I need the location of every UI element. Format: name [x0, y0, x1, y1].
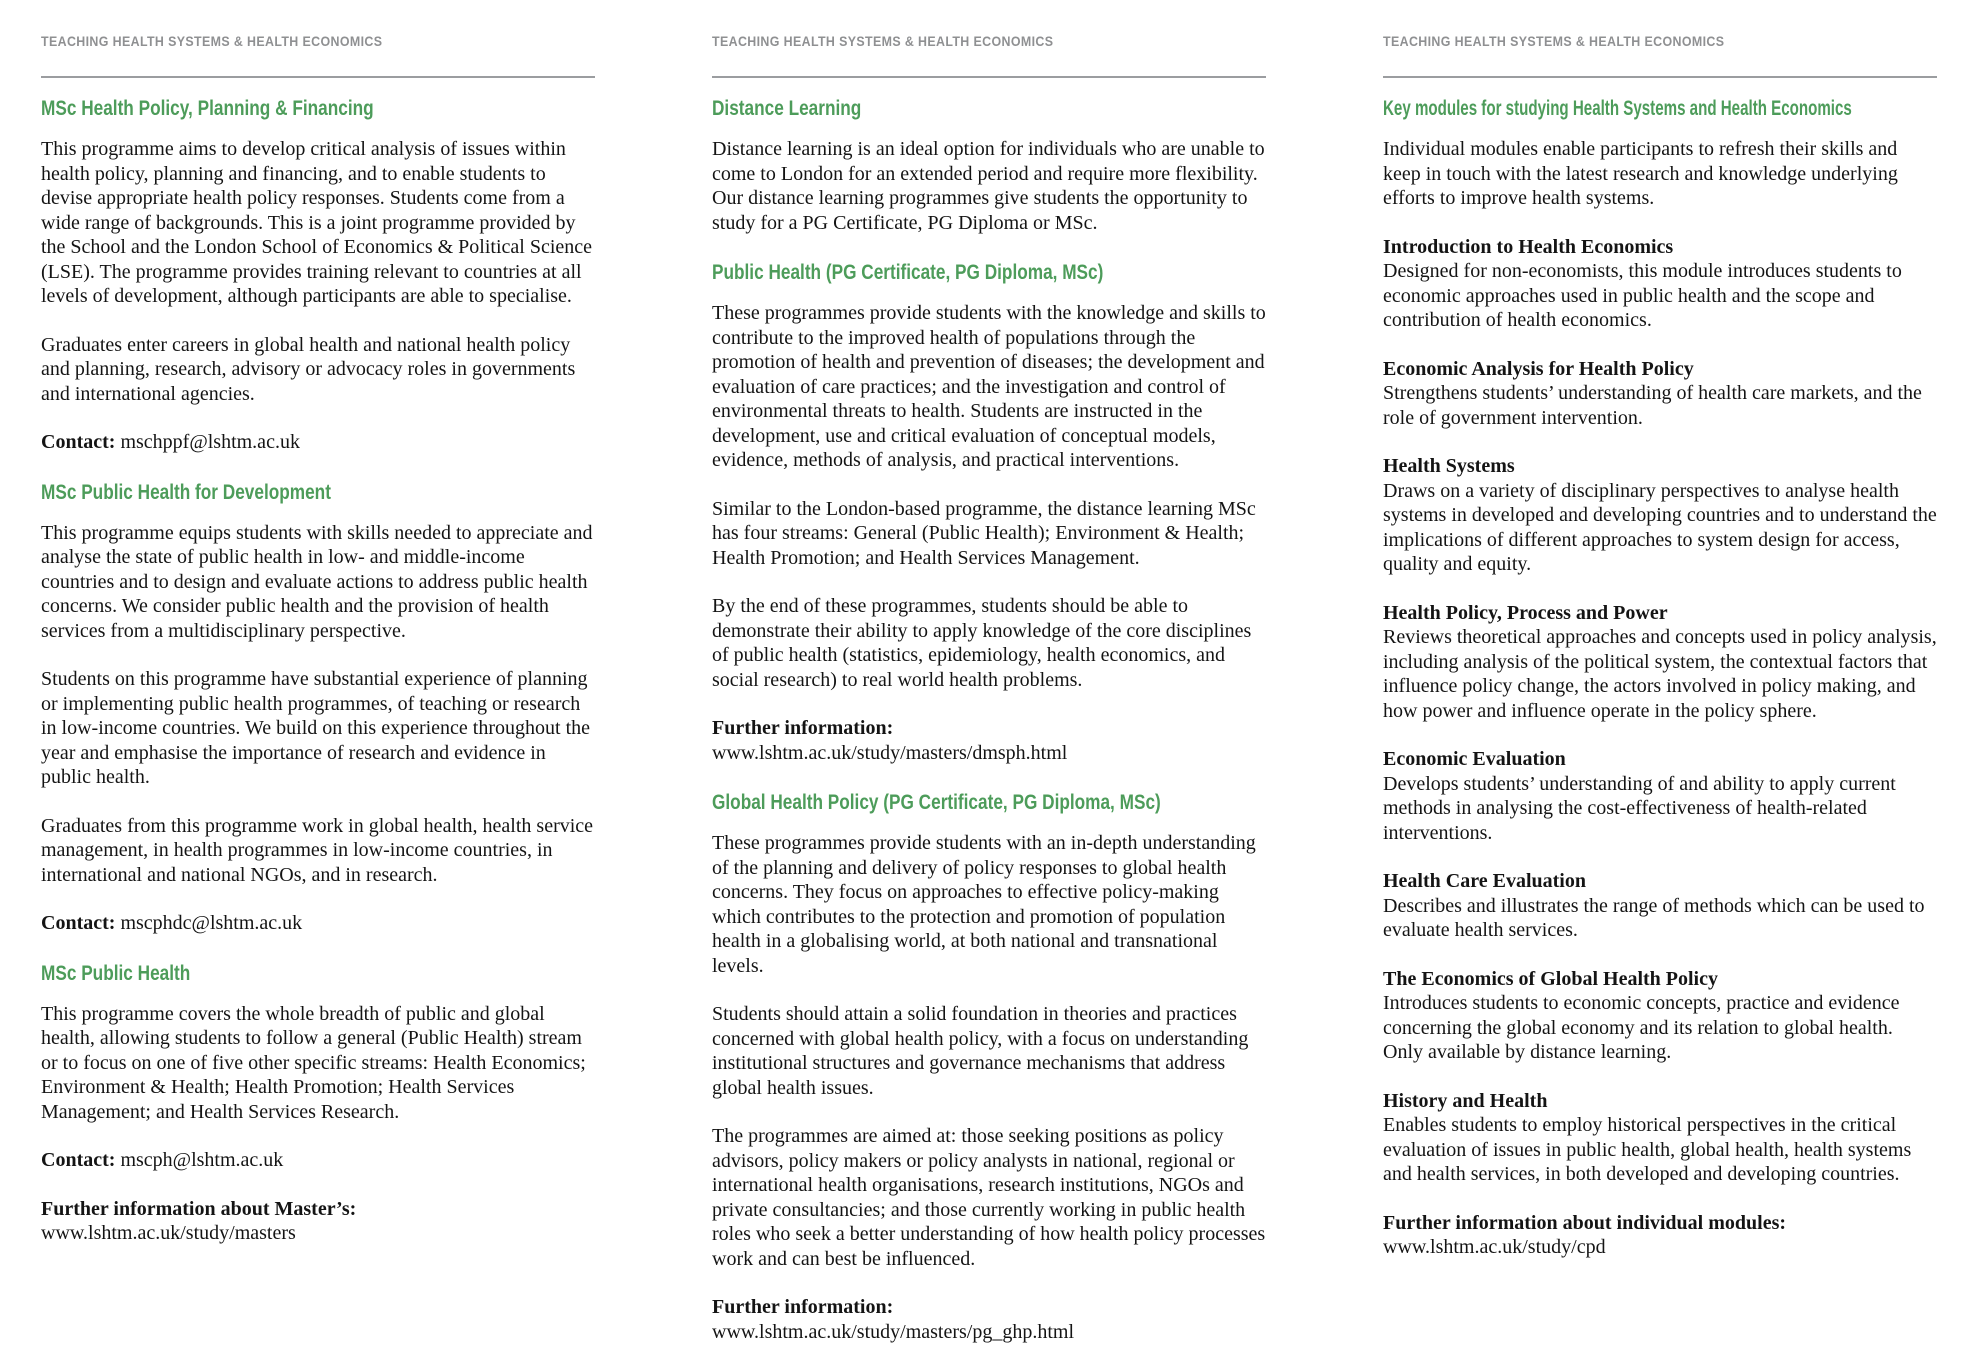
further-info-label: Further information: [712, 1296, 894, 1318]
section-heading-text: Public Health (PG Certificate, PG Diploma, MSc) [712, 261, 1104, 284]
column [41, 34, 595, 1270]
module-description: Introduces students to economic concepts, practice and evidence concerning the global economy and its relation to global health. Only available by distance learning. [1383, 992, 1900, 1063]
module-entry [1383, 601, 1937, 724]
body-paragraph: Distance learning is an ideal option for individuals who are unable to come to London for an extended period and require more flexibility. Our distance learning programmes give students the opportunity to study for a PG Certificate, PG Diploma or MSc. [712, 138, 1265, 234]
contact-label: Contact: [41, 1149, 116, 1171]
body-paragraph: Students on this programme have substantial experience of planning or implementing public health programmes, of teaching or research in low-income countries. We build on this experience throughout the year and emphasise the importance of research and evidence in public health. [41, 668, 591, 788]
columns-container [41, 34, 1939, 1368]
body-paragraph: Similar to the London-based programme, the distance learning MSc has four streams: General (Public Health); Environment & Health; Health Promotion; and Health Services Management. [712, 497, 1256, 569]
further-info [1383, 1211, 1937, 1260]
body-paragraph: Graduates from this programme work in global health, health service management, in health programmes in low-income countries, in international and national NGOs, and in research. [41, 814, 594, 886]
section-heading [1383, 96, 1937, 122]
column [1383, 34, 1937, 1284]
section-heading-text: Distance Learning [712, 97, 862, 120]
body-paragraph: These programmes provide students with an in-depth understanding of the planning and delivery of policy responses to global health concerns. They focus on approaches to effective policy-making which contributes to the protection and promotion of population health in a globalising world, at both national and transnational levels. [712, 832, 1256, 977]
module-description: Develops students’ understanding of and ability to apply current methods in analysing the cost-effectiveness of health-related interventions. [1383, 772, 1896, 844]
further-info-url: www.lshtm.ac.uk/study/cpd [1383, 1236, 1606, 1258]
header-rule [1383, 76, 1937, 78]
further-info-url: www.lshtm.ac.uk/study/masters [41, 1222, 296, 1244]
module-title: Economic Analysis for Health Policy [1383, 357, 1694, 380]
module-title: Health Care Evaluation [1383, 870, 1586, 892]
section-heading [41, 96, 595, 122]
module-entry [1383, 747, 1937, 845]
section-heading [41, 961, 595, 987]
contact-label: Contact: [41, 912, 116, 934]
module-description: Strengthens students’ understanding of health care markets, and the role of government intervention. [1383, 382, 1922, 429]
module-title: The Economics of Global Health Policy [1383, 967, 1718, 990]
section-heading-text: MSc Public Health for Development [41, 480, 331, 504]
body-paragraph: These programmes provide students with the knowledge and skills to contribute to the improved health of populations through the promotion of health and prevention of diseases; the development and evaluation of care practices; and the investigation and control of environmental threats to health. Students are instructed in the development, use and critical evaluation of conceptual models, evidence, methods of analysis, and practical interventions. [712, 302, 1266, 471]
contact-label: Contact: [41, 431, 116, 453]
further-info [712, 1295, 1266, 1344]
module-description: Reviews theoretical approaches and concepts used in policy analysis, including analysis of the political system, the contextual factors that influence policy change, the actors involved in policy making, and how power and influence operate in the policy sphere. [1383, 626, 1937, 722]
column [712, 34, 1266, 1368]
contact-line [41, 1148, 595, 1173]
contact-line [41, 430, 595, 455]
further-info-label: Further information: [712, 717, 894, 739]
further-info-label: Further information about Master’s: [41, 1197, 357, 1220]
module-title: Economic Evaluation [1383, 748, 1566, 770]
column-header: TEACHING HEALTH SYSTEMS & HEALTH ECONOMICS [1383, 34, 1725, 49]
body-paragraph: The programmes are aimed at: those seeking positions as policy advisors, policy makers or policy analysts in national, regional or international health organisations, research institutions, NGOs and private consultancies; and those currently working in public health roles who seek a better understanding of how health policy processes work and can best be influenced. [712, 1125, 1266, 1270]
module-title: Health Policy, Process and Power [1383, 601, 1668, 624]
module-description: Describes and illustrates the range of methods which can be used to evaluate health services. [1383, 894, 1925, 941]
further-info [712, 716, 1266, 765]
column-header: TEACHING HEALTH SYSTEMS & HEALTH ECONOMICS [41, 34, 383, 49]
module-description: Enables students to employ historical perspectives in the critical evaluation of issues in public health, global health, health systems and health services, in both developed and developing countries. [1383, 1114, 1912, 1185]
body-paragraph: This programme aims to develop critical analysis of issues within health policy, planning and financing, and to enable students to devise appropriate health policy responses. Students come from a wide range of backgrounds. This is a joint programme provided by the School and the London School of Economics & Political Science (LSE). The programme provides training relevant to countries at all levels of development, although participants are able to specialise. [41, 138, 593, 307]
module-entry [1383, 454, 1937, 577]
section-heading-text: MSc Public Health [41, 961, 191, 985]
further-info-url: www.lshtm.ac.uk/study/masters/pg_ghp.html [712, 1320, 1075, 1343]
further-info-url: www.lshtm.ac.uk/study/masters/dmsph.html [712, 741, 1068, 764]
module-title: Introduction to Health Economics [1383, 235, 1674, 258]
module-entry [1383, 357, 1937, 431]
module-entry [1383, 235, 1937, 333]
body-paragraph: This programme covers the whole breadth of public and global health, allowing students to follow a general (Public Health) stream or to focus on one of five other specific streams: Health Economics; Environment & Health; Health Promotion; Health Services Management; and Health Services Research. [41, 1002, 586, 1123]
section-heading-text: Global Health Policy (PG Certificate, PG Diploma, MSc) [712, 791, 1161, 814]
module-description: Draws on a variety of disciplinary perspectives to analyse health systems in developed and developing countries and to understand the implications of different approaches to system design for access, quality and equity. [1383, 479, 1937, 575]
section-heading [712, 790, 1266, 816]
further-info-label: Further information about individual modules: [1383, 1211, 1787, 1234]
module-title: History and Health [1383, 1089, 1548, 1112]
module-entry [1383, 1089, 1937, 1187]
module-entry [1383, 967, 1937, 1065]
contact-email: mscphdc@lshtm.ac.uk [120, 912, 303, 934]
section-heading [41, 480, 595, 506]
section-heading [712, 260, 1266, 286]
body-paragraph: Individual modules enable participants to refresh their skills and keep in touch with the latest research and knowledge underlying efforts to improve health systems. [1383, 138, 1898, 209]
body-paragraph: Graduates enter careers in global health and national health policy and planning, research, advisory or advocacy roles in governments and international agencies. [41, 333, 576, 405]
column-header: TEACHING HEALTH SYSTEMS & HEALTH ECONOMICS [712, 34, 1054, 49]
body-paragraph: By the end of these programmes, students should be able to demonstrate their ability to apply knowledge of the core disciplines of public health (statistics, epidemiology, health economics, and social research) to real world health problems. [712, 595, 1252, 691]
body-paragraph: Students should attain a solid foundation in theories and practices concerned with global health policy, with a focus on understanding institutional structures and governance mechanisms that address global health issues. [712, 1003, 1249, 1099]
contact-email: mscph@lshtm.ac.uk [120, 1149, 284, 1171]
module-entry [1383, 869, 1937, 943]
header-rule [41, 76, 595, 78]
further-info [41, 1197, 595, 1246]
module-description: Designed for non-economists, this module introduces students to economic approaches used in public health and the scope and contribution of health economics. [1383, 260, 1902, 331]
contact-line [41, 911, 595, 936]
body-paragraph: This programme equips students with skills needed to appreciate and analyse the state of public health in low- and middle-income countries and to design and evaluate actions to address public health concerns. We consider public health and the provision of health services from a multidisciplinary perspective. [41, 521, 593, 642]
section-heading-text: Key modules for studying Health Systems and Health Economics [1383, 97, 1852, 120]
header-rule [712, 76, 1266, 78]
section-heading-text: MSc Health Policy, Planning & Financing [41, 97, 374, 120]
section-heading [712, 96, 1266, 122]
module-title: Health Systems [1383, 455, 1515, 477]
contact-email: mschppf@lshtm.ac.uk [120, 431, 300, 453]
